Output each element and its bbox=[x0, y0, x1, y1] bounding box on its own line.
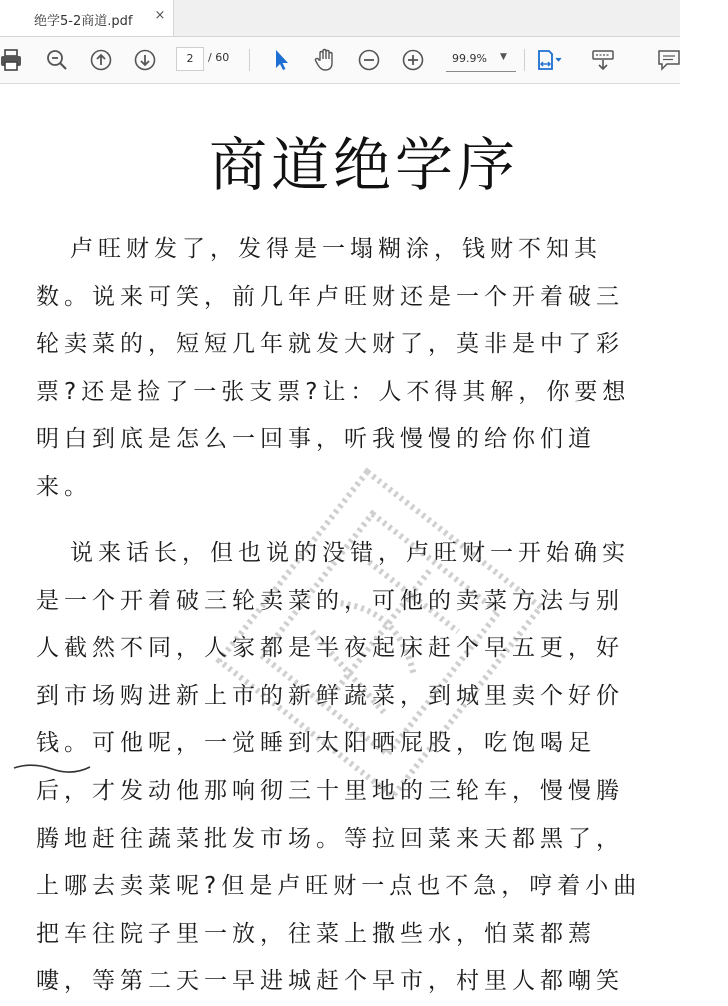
toolbar bbox=[0, 37, 680, 84]
page-number-input[interactable]: 2 bbox=[176, 47, 204, 71]
text-line: 来。 bbox=[36, 473, 92, 500]
chevron-down-icon: ▼ bbox=[500, 52, 507, 62]
toolbar-divider bbox=[524, 49, 525, 71]
text-line: 人截然不同，人家都是半夜起床赶个早五更，好 bbox=[36, 635, 624, 662]
select-cursor-icon[interactable] bbox=[268, 47, 294, 73]
text-line: 卢旺财发了，发得是一塌糊涂，钱财不知其 bbox=[70, 236, 602, 262]
page-total: / 60 bbox=[208, 51, 230, 64]
paragraph-1 bbox=[36, 226, 656, 512]
fit-page-icon[interactable] bbox=[536, 47, 562, 73]
tab-bar bbox=[0, 0, 680, 37]
text-line: 把车往院子里一放，往菜上撒些水，怕菜都蔫 bbox=[36, 920, 596, 947]
text-line: 说来话长，但也说的没错，卢旺财一开始确实 bbox=[70, 540, 630, 566]
tab-title[interactable]: 绝学5-2商道.pdf bbox=[34, 14, 133, 29]
text-line: 嘍，等第二天一早进城赶个早市，村里人都嘲笑 bbox=[36, 968, 624, 995]
text-line: 数。说来可笑，前几年卢旺财还是一个开着破三 bbox=[36, 283, 624, 310]
text-line: 是一个开着破三轮卖菜的，可他的卖菜方法与别 bbox=[36, 587, 624, 614]
document-tab[interactable] bbox=[0, 0, 174, 36]
print-icon[interactable] bbox=[0, 47, 26, 73]
toolbar-divider bbox=[249, 49, 250, 71]
page-up-icon[interactable] bbox=[88, 47, 114, 73]
comment-icon[interactable] bbox=[656, 47, 682, 73]
document-title: 商道绝学序 bbox=[208, 131, 519, 199]
text-line: 上哪去卖菜呢?但是卢旺财一点也不急，哼着小曲 bbox=[36, 873, 642, 900]
text-line: 明白到底是怎么一回事，听我慢慢的给你们道 bbox=[36, 426, 596, 453]
zoom-value: 99.9% bbox=[452, 52, 487, 65]
text-line: 腾地赶往蔬菜批发市场。等拉回菜来天都黑了， bbox=[36, 825, 624, 852]
zoom-plus-icon[interactable] bbox=[400, 47, 426, 73]
document-page[interactable] bbox=[0, 84, 680, 995]
page-down-icon[interactable] bbox=[132, 47, 158, 73]
text-line: 轮卖菜的，短短几年就发大财了，莫非是中了彩 bbox=[36, 331, 624, 358]
zoom-minus-icon[interactable] bbox=[356, 47, 382, 73]
text-line: 票?还是捡了一张支票?让：人不得其解，你要想 bbox=[36, 378, 631, 405]
zoom-out-magnifier-icon[interactable] bbox=[44, 47, 70, 73]
text-line: 到市场购进新上市的新鲜蔬菜，到城里卖个好价 bbox=[36, 682, 624, 709]
zoom-select[interactable] bbox=[446, 49, 516, 72]
text-line: 后，才发动他那响彻三十里地的三轮车，慢慢腾 bbox=[36, 777, 624, 804]
close-icon[interactable]: × bbox=[154, 8, 166, 23]
text-line: 钱。可他呢，一觉睡到太阳晒屁股，吃饱喝足 bbox=[36, 730, 596, 757]
hand-tool-icon[interactable] bbox=[312, 47, 338, 73]
annotation-tool-icon[interactable] bbox=[590, 47, 616, 73]
paragraph-2 bbox=[36, 530, 656, 1006]
